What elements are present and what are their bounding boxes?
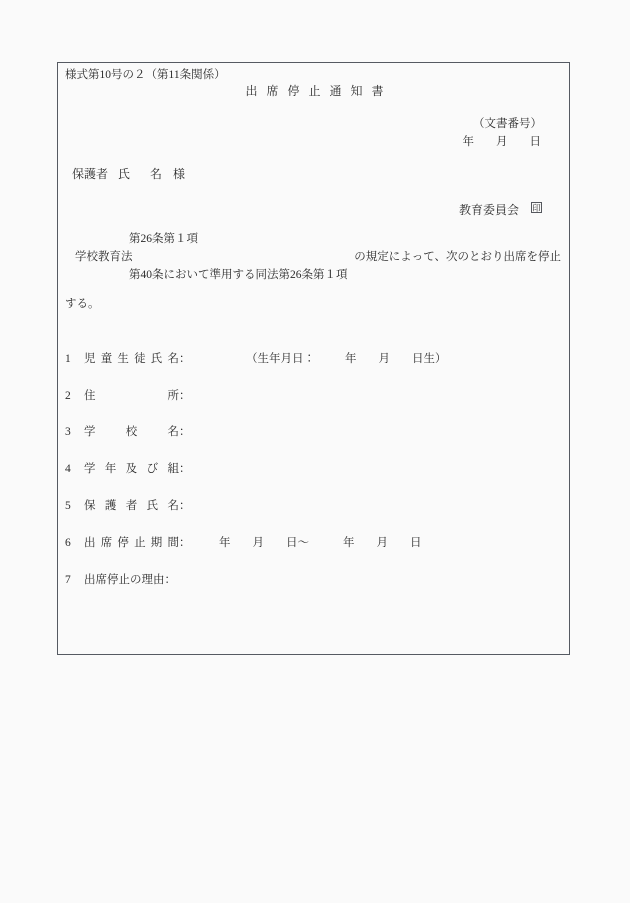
item-number: 3 bbox=[65, 426, 71, 438]
form-row-guardian-name bbox=[65, 497, 189, 513]
date-day-label: 日 bbox=[529, 136, 541, 148]
item-label: 住所 bbox=[84, 390, 179, 402]
item-number: 6 bbox=[65, 537, 71, 549]
period-to-month: 月 bbox=[376, 537, 388, 549]
item-label: 出席停止の理由 bbox=[84, 574, 165, 586]
date-month-label: 月 bbox=[496, 136, 508, 148]
form-row-address bbox=[65, 387, 189, 403]
addressee-name-label-1: 氏 bbox=[118, 167, 131, 181]
clause-law-name: 学校教育法 bbox=[75, 251, 133, 263]
form-border-box bbox=[57, 62, 570, 655]
item-label: 学年及び組 bbox=[84, 463, 179, 475]
form-row-grade-class bbox=[65, 460, 189, 476]
item-number: 5 bbox=[65, 500, 71, 512]
clause-end-text: する。 bbox=[65, 298, 100, 310]
form-id-label: 様式第10号の２（第11条関係） bbox=[65, 69, 226, 81]
birth-day-label: 日生） bbox=[412, 353, 447, 365]
item-label: 保護者氏名 bbox=[84, 500, 179, 512]
period-range-group bbox=[189, 537, 422, 549]
item-colon: ： bbox=[179, 353, 191, 365]
page-title: 出席停止通知書 bbox=[245, 84, 393, 98]
period-from-month: 月 bbox=[252, 537, 264, 549]
item-colon: ： bbox=[179, 500, 191, 512]
clause-lower-text: 第40条において準用する同法第26条第１項 bbox=[129, 269, 348, 281]
date-year-label: 年 bbox=[462, 136, 474, 148]
addressee-name-label-2: 名 bbox=[150, 167, 163, 181]
seal-stamp-icon: 印 bbox=[532, 203, 541, 213]
document-number-label: （文書番号） bbox=[473, 118, 542, 130]
item-label: 児童生徒氏名 bbox=[84, 353, 179, 365]
item-colon: ： bbox=[179, 426, 191, 438]
birth-date-label: （生年月日： bbox=[246, 353, 315, 365]
document-date-line bbox=[463, 136, 542, 149]
form-row-school-name bbox=[65, 423, 189, 439]
item-label: 出席停止期間 bbox=[84, 537, 179, 549]
item-colon: ： bbox=[179, 463, 191, 475]
item-number: 1 bbox=[65, 353, 71, 365]
form-row-suspension-reason bbox=[65, 571, 175, 587]
birth-year-label: 年 bbox=[345, 353, 357, 365]
item-number: 2 bbox=[65, 390, 71, 402]
addressee-honorific: 様 bbox=[173, 167, 186, 181]
clause-tail-text: の規定によって、次のとおり出席を停止 bbox=[354, 251, 561, 263]
sender-organization: 教育委員会 bbox=[458, 203, 519, 217]
period-from-day: 日〜 bbox=[286, 537, 309, 549]
addressee-line bbox=[72, 168, 185, 182]
addressee-role: 保護者 bbox=[72, 167, 109, 181]
birth-date-group bbox=[246, 350, 447, 366]
form-content bbox=[58, 63, 569, 654]
period-from-year: 年 bbox=[219, 537, 231, 549]
birth-month-label: 月 bbox=[378, 353, 390, 365]
form-row-suspension-period bbox=[65, 534, 422, 550]
period-to-day: 日 bbox=[410, 537, 422, 549]
item-colon: ： bbox=[164, 574, 176, 586]
item-colon: ： bbox=[179, 537, 191, 549]
period-to-year: 年 bbox=[343, 537, 355, 549]
item-label: 学校名 bbox=[84, 426, 179, 438]
item-number: 4 bbox=[65, 463, 71, 475]
clause-upper-text: 第26条第１項 bbox=[129, 233, 198, 245]
item-number: 7 bbox=[65, 574, 71, 586]
item-colon: ： bbox=[179, 390, 191, 402]
form-row-student-name bbox=[65, 350, 447, 366]
sender-line bbox=[459, 202, 542, 218]
